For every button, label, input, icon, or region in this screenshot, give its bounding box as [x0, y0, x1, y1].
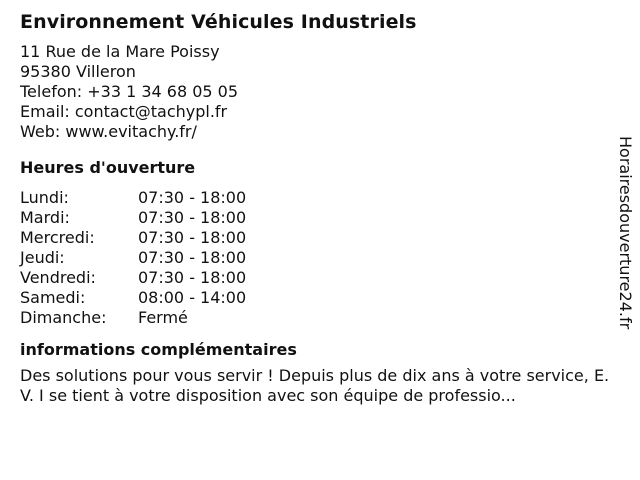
hours-time: 07:30 - 18:00 [138, 208, 247, 227]
info-text: Des solutions pour vous servir ! Depuis plus de dix ans à votre service, E. V. I se tient à votre disposition avec son équipe de professio... [20, 366, 610, 405]
info-title: informations complémentaires [20, 340, 297, 359]
hours-row-dimanche [20, 308, 612, 328]
hours-title: Heures d'ouverture [20, 158, 196, 177]
email: Email: contact@tachypl.fr [20, 102, 228, 121]
hours-row-lundi [20, 188, 612, 208]
hours-day: Lundi: [20, 188, 69, 207]
website: Web: www.evitachy.fr/ [20, 122, 197, 141]
business-name: Environnement Véhicules Industriels [20, 11, 417, 33]
hours-day: Mercredi: [20, 228, 95, 247]
hours-time: 07:30 - 18:00 [138, 188, 247, 207]
hours-day: Vendredi: [20, 268, 96, 287]
hours-day: Samedi: [20, 288, 86, 307]
hours-time: 07:30 - 18:00 [138, 228, 247, 247]
hours-row-mardi [20, 208, 612, 228]
hours-row-samedi [20, 288, 612, 308]
side-brand-text: Horairesdouverture24.fr [616, 136, 635, 330]
hours-row-vendredi [20, 268, 612, 288]
hours-time: 07:30 - 18:00 [138, 268, 247, 287]
hours-time: 07:30 - 18:00 [138, 248, 247, 267]
address-line-1: 11 Rue de la Mare Poissy [20, 42, 220, 61]
hours-day: Mardi: [20, 208, 70, 227]
hours-row-jeudi [20, 248, 612, 268]
phone: Telefon: +33 1 34 68 05 05 [20, 82, 239, 101]
hours-table [20, 188, 612, 328]
hours-day: Dimanche: [20, 308, 107, 327]
address-line-2: 95380 Villeron [20, 62, 136, 81]
hours-time: 08:00 - 14:00 [138, 288, 247, 307]
hours-time: Fermé [138, 308, 188, 327]
business-card [20, 10, 612, 406]
hours-day: Jeudi: [20, 248, 65, 267]
hours-row-mercredi [20, 228, 612, 248]
